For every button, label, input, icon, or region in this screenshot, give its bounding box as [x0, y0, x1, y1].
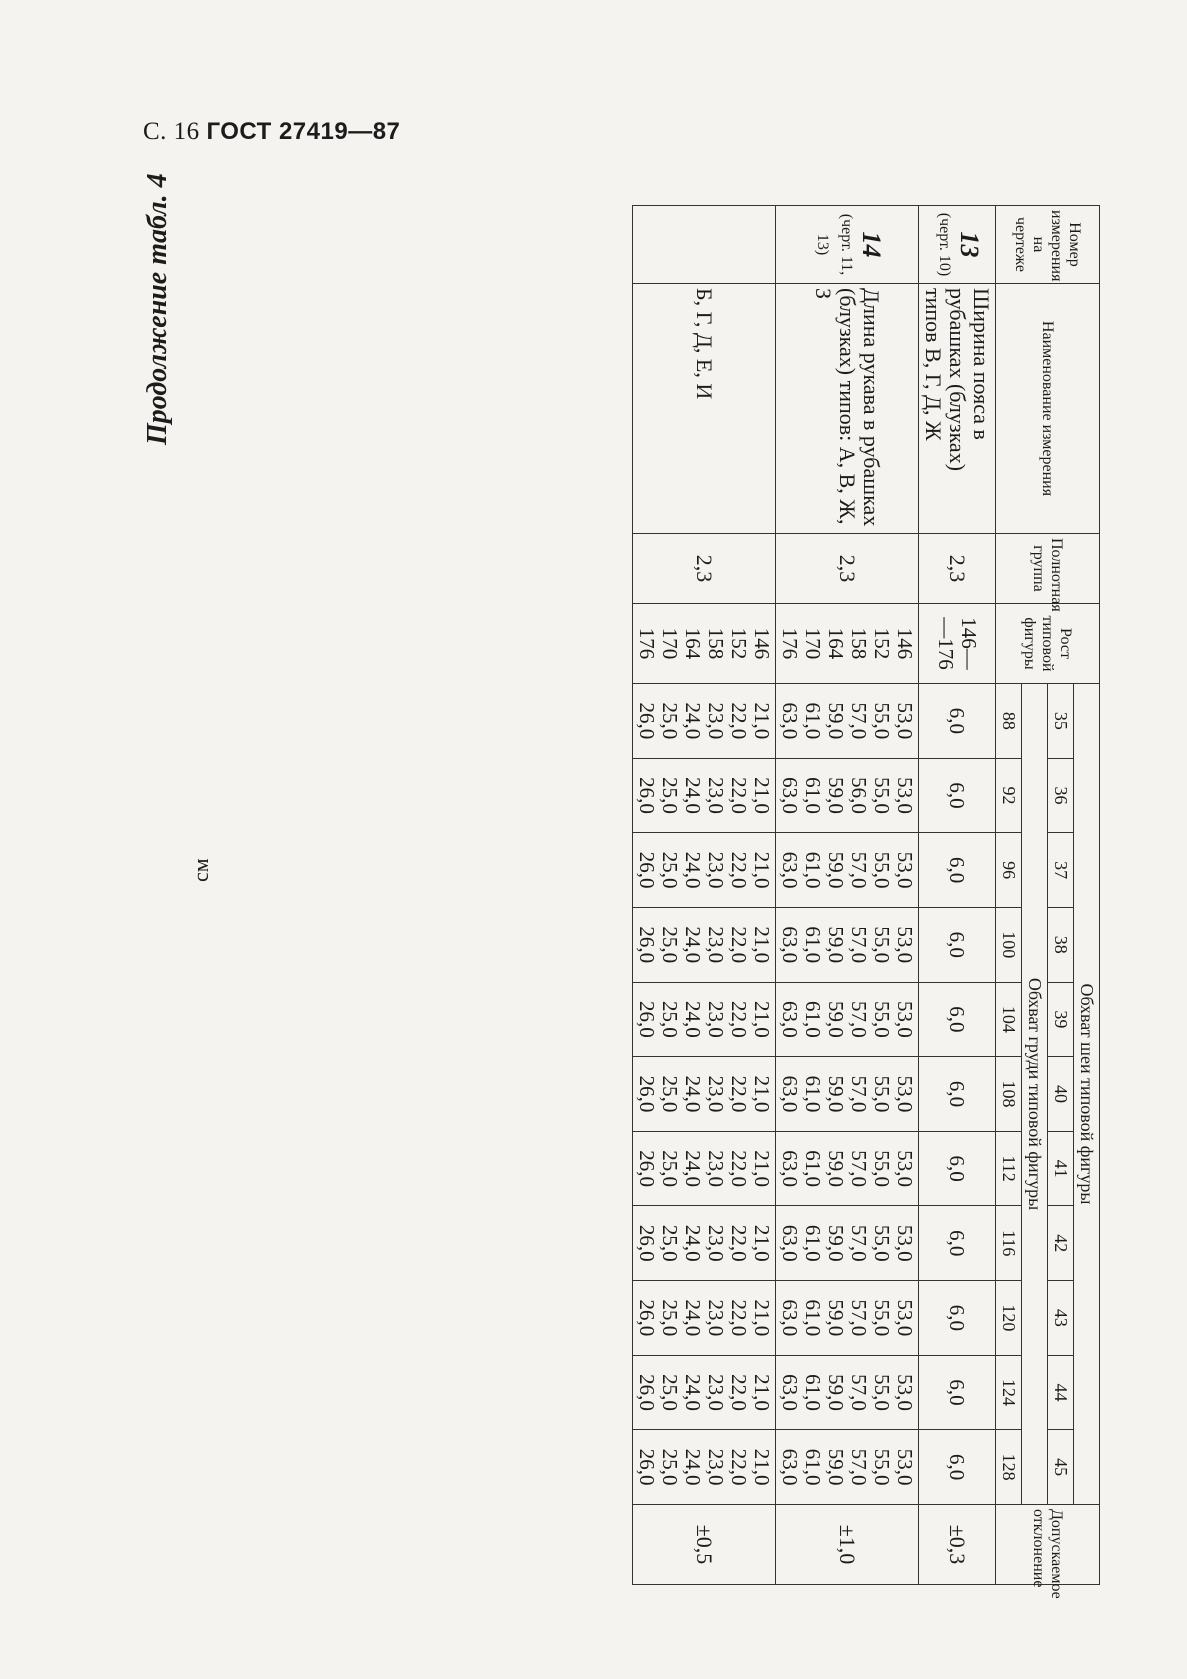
chest-value-cell: 112 — [996, 1131, 1022, 1206]
row-value-cell: 53,0 55,0 57,0 59,0 61,0 63,0 — [776, 684, 919, 759]
table-row — [776, 206, 919, 1585]
header-num: Номер измерения на чертеже — [996, 206, 1100, 284]
neck-value-cell: 36 — [1048, 758, 1074, 833]
row-value-cell: 6,0 — [919, 684, 996, 759]
row-value-cell: 6,0 — [919, 1131, 996, 1206]
chest-value-cell: 88 — [996, 684, 1022, 759]
row-value-cell: 53,0 55,0 57,0 59,0 61,0 63,0 — [776, 1206, 919, 1281]
table-row — [919, 206, 996, 1585]
row-name: Длина рукава в рубашках (блузках) типов: А, В, Ж, З — [776, 284, 919, 534]
neck-value-cell: 41 — [1048, 1131, 1074, 1206]
neck-value-cell: 35 — [1048, 684, 1074, 759]
row-value-cell: 6,0 — [919, 1057, 996, 1132]
chest-value-cell: 128 — [996, 1430, 1022, 1505]
row-value-cell: 53,0 55,0 57,0 59,0 61,0 63,0 — [776, 907, 919, 982]
row-height: 146— —176 — [919, 604, 996, 684]
chest-value-cell: 104 — [996, 982, 1022, 1057]
neck-value-cell: 44 — [1048, 1355, 1074, 1430]
unit-label: см — [188, 858, 213, 882]
row-group: 2,3 — [633, 534, 776, 604]
row-drawing-ref: (черт. 10) — [936, 212, 954, 277]
row-value-cell: 6,0 — [919, 1281, 996, 1356]
row-tolerance: ±1,0 — [776, 1505, 919, 1585]
row-value-cell: 21,0 22,0 23,0 24,0 25,0 26,0 — [633, 1355, 776, 1430]
row-number: 13 — [955, 231, 985, 258]
chest-value-cell: 92 — [996, 758, 1022, 833]
standard-code: ГОСТ 27419—87 — [206, 118, 401, 145]
row-value-cell: 21,0 22,0 23,0 24,0 25,0 26,0 — [633, 1281, 776, 1356]
neck-value-cell: 45 — [1048, 1430, 1074, 1505]
row-number-cell — [633, 206, 776, 284]
table-body — [633, 206, 996, 1585]
row-value-cell: 6,0 — [919, 758, 996, 833]
row-value-cell: 53,0 55,0 57,0 59,0 61,0 63,0 — [776, 982, 919, 1057]
neck-value-cell: 38 — [1048, 907, 1074, 982]
neck-value-cell: 43 — [1048, 1281, 1074, 1356]
row-number-cell — [776, 206, 919, 284]
header-tolerance: Допускаемое отклонение — [996, 1505, 1100, 1585]
row-value-cell: 21,0 22,0 23,0 24,0 25,0 26,0 — [633, 1206, 776, 1281]
row-drawing-ref: (черт. 11, 13) — [814, 213, 856, 276]
row-value-cell: 53,0 55,0 57,0 59,0 61,0 63,0 — [776, 1057, 919, 1132]
header-height: Рост типовой фигуры — [996, 604, 1100, 684]
row-group: 2,3 — [919, 534, 996, 604]
row-value-cell: 21,0 22,0 23,0 24,0 25,0 26,0 — [633, 982, 776, 1057]
header-neck: Обхват шеи типовой фигуры — [1074, 684, 1100, 1505]
row-value-cell: 21,0 22,0 23,0 24,0 25,0 26,0 — [633, 758, 776, 833]
row-value-cell: 21,0 22,0 23,0 24,0 25,0 26,0 — [633, 833, 776, 908]
measurements-table — [632, 205, 1100, 1599]
row-value-cell: 6,0 — [919, 1206, 996, 1281]
neck-value-cell: 40 — [1048, 1057, 1074, 1132]
chest-value-cell: 116 — [996, 1206, 1022, 1281]
table-row — [633, 206, 776, 1585]
chest-value-cell: 120 — [996, 1281, 1022, 1356]
header-name: Наименование измерения — [996, 284, 1100, 534]
row-value-cell: 53,0 55,0 57,0 59,0 61,0 63,0 — [776, 1355, 919, 1430]
row-value-cell: 21,0 22,0 23,0 24,0 25,0 26,0 — [633, 1430, 776, 1505]
page-number: С. 16 — [143, 118, 200, 145]
row-value-cell: 53,0 55,0 57,0 59,0 61,0 63,0 — [776, 833, 919, 908]
row-value-cell: 21,0 22,0 23,0 24,0 25,0 26,0 — [633, 684, 776, 759]
row-number: 14 — [857, 231, 887, 258]
row-value-cell: 53,0 55,0 57,0 59,0 61,0 63,0 — [776, 1131, 919, 1206]
row-value-cell: 53,0 55,0 57,0 59,0 61,0 63,0 — [776, 1281, 919, 1356]
row-value-cell: 53,0 55,0 57,0 59,0 61,0 63,0 — [776, 1430, 919, 1505]
row-value-cell: 6,0 — [919, 907, 996, 982]
row-height: 146 152 158 164 170 176 — [633, 604, 776, 684]
rotated-table-wrapper — [220, 205, 1100, 1599]
header-chest: Обхват груди типовой фигуры — [1022, 684, 1048, 1505]
row-value-cell: 6,0 — [919, 1355, 996, 1430]
row-number-cell — [919, 206, 996, 284]
row-tolerance: ±0,3 — [919, 1505, 996, 1585]
row-value-cell: 6,0 — [919, 1430, 996, 1505]
row-value-cell: 21,0 22,0 23,0 24,0 25,0 26,0 — [633, 907, 776, 982]
row-tolerance: ±0,5 — [633, 1505, 776, 1585]
row-name: Ширина пояса в рубашках (блузках) типов В, Г, Д, Ж — [919, 284, 996, 534]
row-name: Б, Г, Д, Е, И — [633, 284, 776, 534]
chest-value-cell: 108 — [996, 1057, 1022, 1132]
neck-value-cell: 37 — [1048, 833, 1074, 908]
row-value-cell: 6,0 — [919, 833, 996, 908]
chest-value-cell: 96 — [996, 833, 1022, 908]
table-caption: Продолжение табл. 4 — [142, 173, 173, 445]
row-value-cell: 21,0 22,0 23,0 24,0 25,0 26,0 — [633, 1057, 776, 1132]
neck-value-cell: 39 — [1048, 982, 1074, 1057]
row-group: 2,3 — [776, 534, 919, 604]
chest-value-cell: 124 — [996, 1355, 1022, 1430]
page-header — [143, 118, 400, 146]
header-group: Полнотная группа — [996, 534, 1100, 604]
row-height: 146 152 158 164 170 176 — [776, 604, 919, 684]
neck-value-cell: 42 — [1048, 1206, 1074, 1281]
row-value-cell: 6,0 — [919, 982, 996, 1057]
row-value-cell: 53,0 55,0 56,0 59,0 61,0 63,0 — [776, 758, 919, 833]
row-value-cell: 21,0 22,0 23,0 24,0 25,0 26,0 — [633, 1131, 776, 1206]
chest-value-cell: 100 — [996, 907, 1022, 982]
